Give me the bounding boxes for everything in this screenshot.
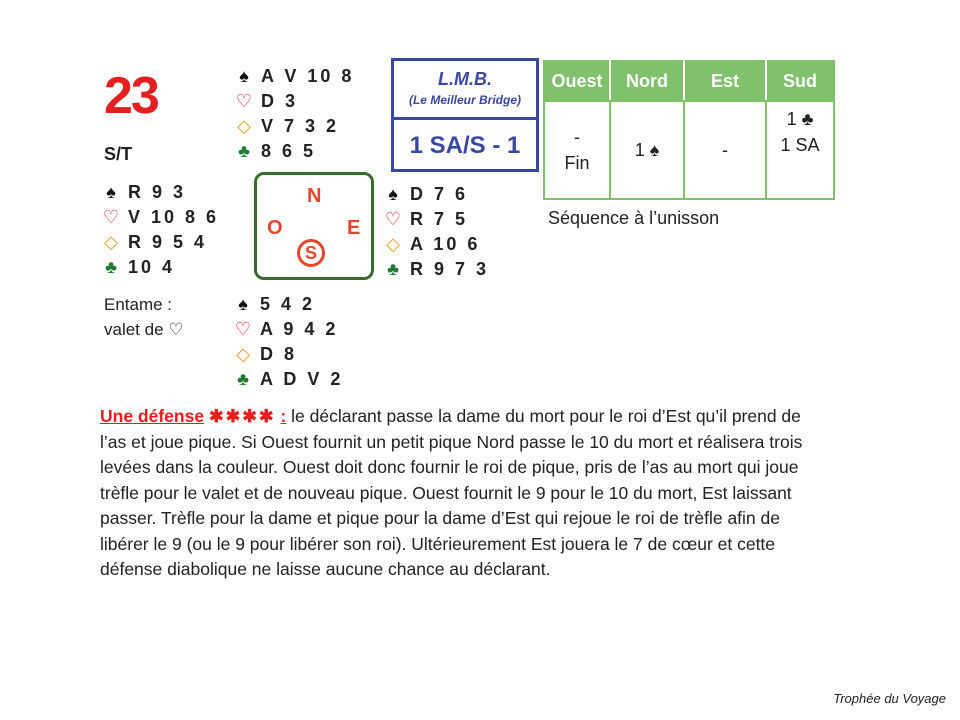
west-diamonds: ◇ R 9 5 4 bbox=[100, 230, 219, 255]
bidding-cell-north: 1 ♠ bbox=[610, 101, 684, 199]
north-clubs: ♣ 8 6 5 bbox=[233, 139, 354, 164]
bidding-row bbox=[544, 101, 834, 199]
lmb-box bbox=[391, 58, 539, 172]
opening-lead bbox=[104, 292, 184, 342]
heart-icon: ♡ bbox=[234, 319, 252, 339]
compass-box bbox=[254, 172, 374, 280]
bidding-header-west: Ouest bbox=[544, 61, 610, 101]
spade-icon: ♠ bbox=[388, 184, 398, 204]
west-spades: ♠ R 9 3 bbox=[100, 180, 219, 205]
defense-label: Une défense bbox=[100, 406, 205, 426]
defense-commentary bbox=[100, 404, 832, 583]
east-hearts: ♡ R 7 5 bbox=[382, 207, 489, 232]
east-diamonds: ◇ A 10 6 bbox=[382, 232, 489, 257]
final-contract: 1 SA/S - 1 bbox=[409, 132, 521, 159]
bidding-header-row bbox=[544, 61, 834, 101]
spade-icon: ♠ bbox=[238, 294, 248, 314]
club-icon: ♣ bbox=[105, 257, 117, 277]
dealer-vulnerability: S/T bbox=[104, 144, 133, 164]
diamond-icon: ◇ bbox=[386, 234, 400, 254]
compass-north: N bbox=[307, 185, 322, 207]
bidding-header-south: Sud bbox=[766, 61, 834, 101]
south-hand bbox=[232, 292, 343, 392]
lead-card: valet de ♡ bbox=[104, 320, 184, 339]
east-spades: ♠ D 7 6 bbox=[382, 182, 489, 207]
spade-icon: ♠ bbox=[239, 66, 249, 86]
heart-icon: ♡ bbox=[384, 209, 402, 229]
club-icon: ♣ bbox=[237, 369, 249, 389]
east-clubs: ♣ R 9 7 3 bbox=[382, 257, 489, 282]
north-spades: ♠ A V 10 8 bbox=[233, 64, 354, 89]
bidding-header-north: Nord bbox=[610, 61, 684, 101]
south-clubs: ♣ A D V 2 bbox=[232, 367, 343, 392]
bidding-cell-east: - bbox=[684, 101, 766, 199]
spade-icon: ♠ bbox=[106, 182, 116, 202]
north-diamonds: ◇ V 7 3 2 bbox=[233, 114, 354, 139]
heart-icon: ♡ bbox=[102, 207, 120, 227]
south-diamonds: ◇ D 8 bbox=[232, 342, 343, 367]
south-spades: ♠ 5 4 2 bbox=[232, 292, 343, 317]
west-clubs: ♣ 10 4 bbox=[100, 255, 219, 280]
club-icon: ♣ bbox=[238, 141, 250, 161]
heart-icon: ♡ bbox=[235, 91, 253, 111]
bidding-header-east: Est bbox=[684, 61, 766, 101]
deal-number: 23 bbox=[104, 67, 158, 125]
sequence-note: Séquence à l’unisson bbox=[548, 208, 720, 228]
bidding-table bbox=[543, 60, 835, 200]
west-hand bbox=[100, 180, 219, 280]
compass-east: E bbox=[347, 217, 361, 239]
diamond-icon: ◇ bbox=[237, 116, 251, 136]
footer-caption: Trophée du Voyage bbox=[833, 691, 946, 706]
north-hearts: ♡ D 3 bbox=[233, 89, 354, 114]
diamond-icon: ◇ bbox=[236, 344, 250, 364]
bidding-cell-south: 1 ♣ 1 SA bbox=[766, 101, 834, 199]
defense-colon: : bbox=[280, 406, 287, 426]
lmb-subtitle: (Le Meilleur Bridge) bbox=[408, 93, 521, 107]
compass-south-declarer: S bbox=[297, 239, 325, 267]
lmb-header bbox=[394, 61, 536, 120]
lmb-title: L.M.B. bbox=[438, 69, 492, 89]
bidding-cell-west: - Fin bbox=[544, 101, 610, 199]
lead-label: Entame : bbox=[104, 295, 173, 314]
compass-west: O bbox=[267, 217, 283, 239]
west-hearts: ♡ V 10 8 6 bbox=[100, 205, 219, 230]
south-hearts: ♡ A 9 4 2 bbox=[232, 317, 343, 342]
star-rating-icon: ✱✱✱✱ bbox=[208, 406, 276, 426]
north-hand bbox=[233, 64, 354, 164]
diamond-icon: ◇ bbox=[104, 232, 118, 252]
club-icon: ♣ bbox=[387, 259, 399, 279]
east-hand bbox=[382, 182, 489, 282]
defense-body: le déclarant passe la dame du mort pour le roi d’Est qu’il prend de l’as et joue pique. Si Ouest fournit un petit pique Nord passe le 10 du mort et réalisera trois levées dans la couleur. Ouest doit donc fournir le roi de pique, pris de l’as au mort qui joue trèfle pour le valet et de nouveau pique. Ouest fournit le 9 pour le 10 du mort, Est laissant passer. Trèfle pour la dame et pique pour la dame d’Est qui rejoue le roi de trèfle afin de libérer le 9 (ou le 9 pour libérer son roi). Ultérieurement Est jouera le 7 de cœur et cette défense diabolique ne laisse aucune chance au déclarant. bbox=[100, 406, 803, 579]
